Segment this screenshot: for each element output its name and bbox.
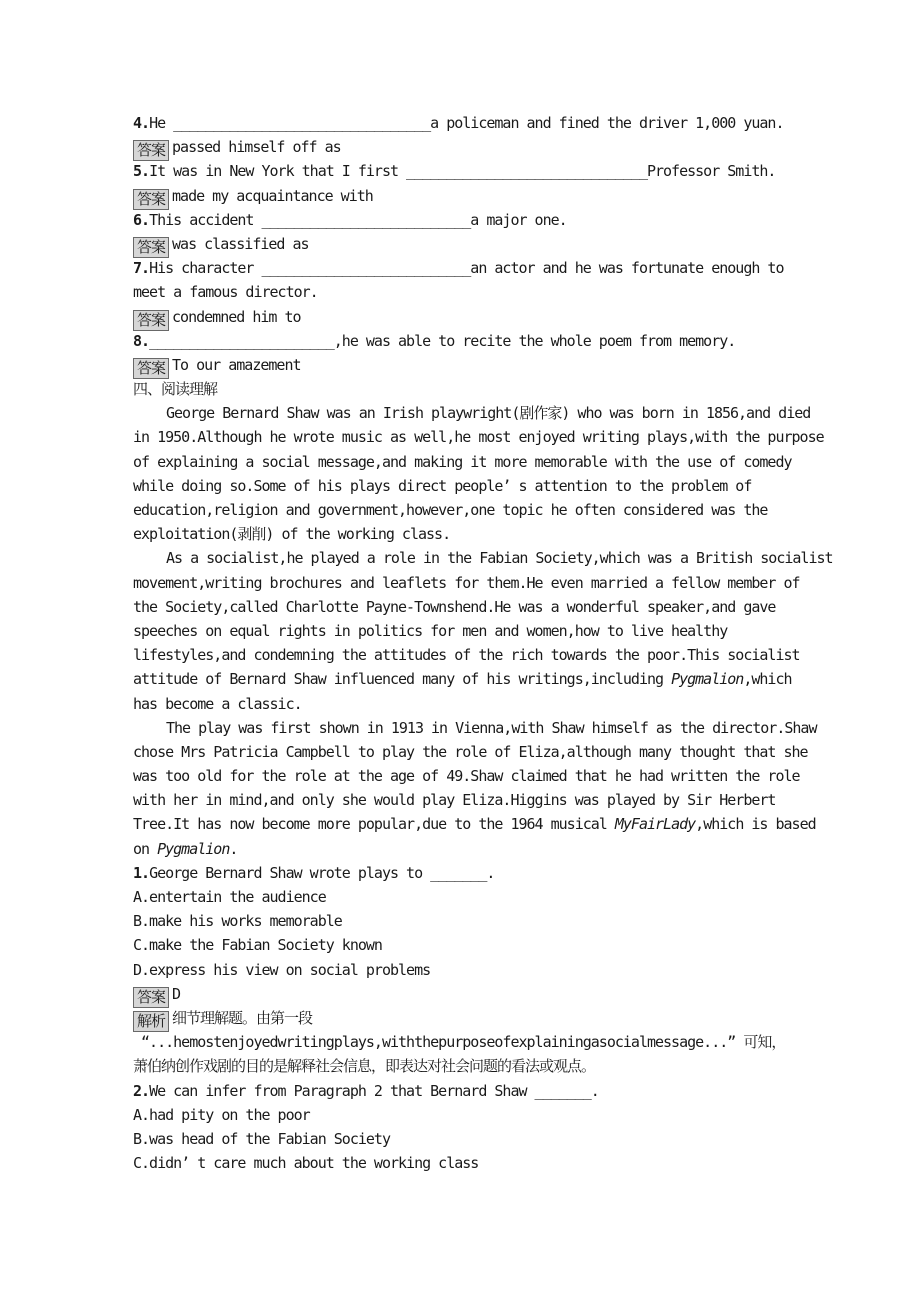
passage-line: [133, 522, 853, 546]
line-text: D.express his view on social problems: [133, 960, 431, 979]
option-line: [133, 1103, 853, 1127]
answer-label-box: 答案: [133, 237, 169, 258]
passage-line: [133, 546, 853, 570]
line-text: C.make the Fabian Society known: [133, 936, 382, 955]
option-line: [133, 909, 853, 933]
answer-label-box: 答案: [133, 310, 169, 331]
answer-line: [133, 982, 853, 1006]
passage-line: [133, 740, 853, 764]
line-text: D: [172, 984, 181, 1003]
passage-line: [133, 837, 853, 861]
option-line: [133, 933, 853, 957]
exercise-item-line: [133, 111, 853, 135]
passage-line: [133, 571, 853, 595]
line-text: 7.His character __________________________an actor and he was fortunate enough to: [133, 259, 784, 278]
line-text: B.was head of the Fabian Society: [133, 1129, 390, 1148]
analysis-text-line: [133, 1054, 853, 1078]
line-text: on Pygmalion.: [133, 839, 238, 858]
exercise-item-line: [133, 280, 853, 304]
line-text: condemned him to: [172, 307, 301, 326]
option-line: [133, 958, 853, 982]
line-text: 1.George Bernard Shaw wrote plays to _______.: [133, 863, 495, 882]
line-text: The play was first shown in 1913 in Vienna,with Shaw himself as the director.Shaw: [166, 718, 817, 737]
section-heading: [133, 377, 853, 401]
line-text: while doing so.Some of his plays direct people’ s attention to the problem of: [133, 476, 752, 495]
line-text: exploitation(剥削) of the working class.: [133, 525, 451, 544]
line-text: A.had pity on the poor: [133, 1105, 310, 1124]
passage-line: [133, 425, 853, 449]
line-text: passed himself off as: [172, 138, 341, 157]
line-text: 5.It was in New York that I first ______________________________Professor Smith.: [133, 162, 776, 181]
line-text: meet a famous director.: [133, 283, 318, 302]
answer-label-box: 答案: [133, 358, 169, 379]
passage-line: [133, 401, 853, 425]
line-text: with her in mind,and only she would play Eliza.Higgins was played by Sir Herbert: [133, 791, 776, 810]
passage-line: [133, 692, 853, 716]
analysis-quote-line: [133, 1030, 853, 1054]
answer-line: [133, 305, 853, 329]
line-text: speeches on equal rights in politics for men and women,how to live healthy: [133, 621, 728, 640]
line-text: attitude of Bernard Shaw influenced many of his writings,including Pygmalion,which: [133, 670, 792, 689]
option-line: [133, 1127, 853, 1151]
passage-line: [133, 764, 853, 788]
line-text: lifestyles,and condemning the attitudes of the rich towards the poor.This socialist: [133, 646, 800, 665]
exercise-item-line: [133, 208, 853, 232]
line-text: has become a classic.: [133, 694, 302, 713]
line-text: 萧伯纳创作戏剧的目的是解释社会信息，即表达对社会问题的看法或观点。: [133, 1057, 596, 1076]
line-text: 4.He ________________________________a policeman and fined the driver 1,000 yuan.: [133, 114, 784, 132]
answer-line: [133, 135, 853, 159]
exercise-item-line: [133, 329, 853, 353]
answer-label-box: 答案: [133, 987, 169, 1008]
line-text: To our amazement: [172, 355, 301, 374]
line-text: C.didn’ t care much about the working class: [133, 1154, 479, 1173]
passage-line: [133, 595, 853, 619]
line-text: 6.This accident __________________________a major one.: [133, 210, 567, 229]
line-text: B.make his works memorable: [133, 912, 342, 931]
line-text: “...hemostenjoyedwritingplays,withthepurposeofexplainingasocialmessage...” 可知，: [133, 1033, 786, 1052]
answer-line: [133, 353, 853, 377]
line-text: movement,writing brochures and leaflets for them.He even married a fellow member of: [133, 573, 800, 592]
analysis-label-box: 解析: [133, 1011, 169, 1032]
line-text: the Society,called Charlotte Payne-Townshend.He was a wonderful speaker,and gave: [133, 597, 776, 616]
analysis-line: [133, 1006, 853, 1030]
line-text: 细节理解题。由第一段: [172, 1008, 313, 1027]
answer-label-box: 答案: [133, 140, 169, 161]
line-text: of explaining a social message,and making it more memorable with the use of comedy: [133, 452, 792, 471]
line-text: in 1950.Although he wrote music as well,he most enjoyed writing plays,with the purpose: [133, 428, 824, 447]
question-line: [133, 861, 853, 885]
passage-line: [133, 450, 853, 474]
passage-line: [133, 788, 853, 812]
question-line: [133, 1079, 853, 1103]
exercise-item-line: [133, 256, 853, 280]
line-text: 2.We can infer from Paragraph 2 that Bernard Shaw _______.: [133, 1081, 599, 1100]
line-text: Tree.It has now become more popular,due to the 1964 musical MyFairLady,which is based: [133, 815, 816, 834]
answer-line: [133, 232, 853, 256]
line-text: made my acquaintance with: [172, 186, 373, 205]
option-line: [133, 885, 853, 909]
line-text: was classified as: [172, 234, 309, 253]
document-body: [133, 111, 853, 1175]
passage-line: [133, 667, 853, 691]
passage-line: [133, 643, 853, 667]
line-text: chose Mrs Patricia Campbell to play the role of Eliza,although many thought that she: [133, 742, 808, 761]
passage-line: [133, 716, 853, 740]
passage-line: [133, 812, 853, 836]
line-text: was too old for the role at the age of 49.Shaw claimed that he had written the role: [133, 767, 800, 786]
line-text: As a socialist,he played a role in the Fabian Society,which was a British socialist: [166, 549, 833, 568]
answer-line: [133, 184, 853, 208]
line-text: 四、阅读理解: [133, 380, 218, 399]
passage-line: [133, 474, 853, 498]
exercise-item-line: [133, 159, 853, 183]
option-line: [133, 1151, 853, 1175]
line-text: George Bernard Shaw was an Irish playwright(剧作家) who was born in 1856,and died: [166, 404, 811, 423]
line-text: education,religion and government,however,one topic he often considered was the: [133, 501, 768, 519]
line-text: 8._______________________,he was able to recite the whole poem from memory.: [133, 331, 736, 350]
answer-label-box: 答案: [133, 189, 169, 210]
line-text: A.entertain the audience: [133, 888, 326, 906]
passage-line: [133, 619, 853, 643]
passage-line: [133, 498, 853, 522]
